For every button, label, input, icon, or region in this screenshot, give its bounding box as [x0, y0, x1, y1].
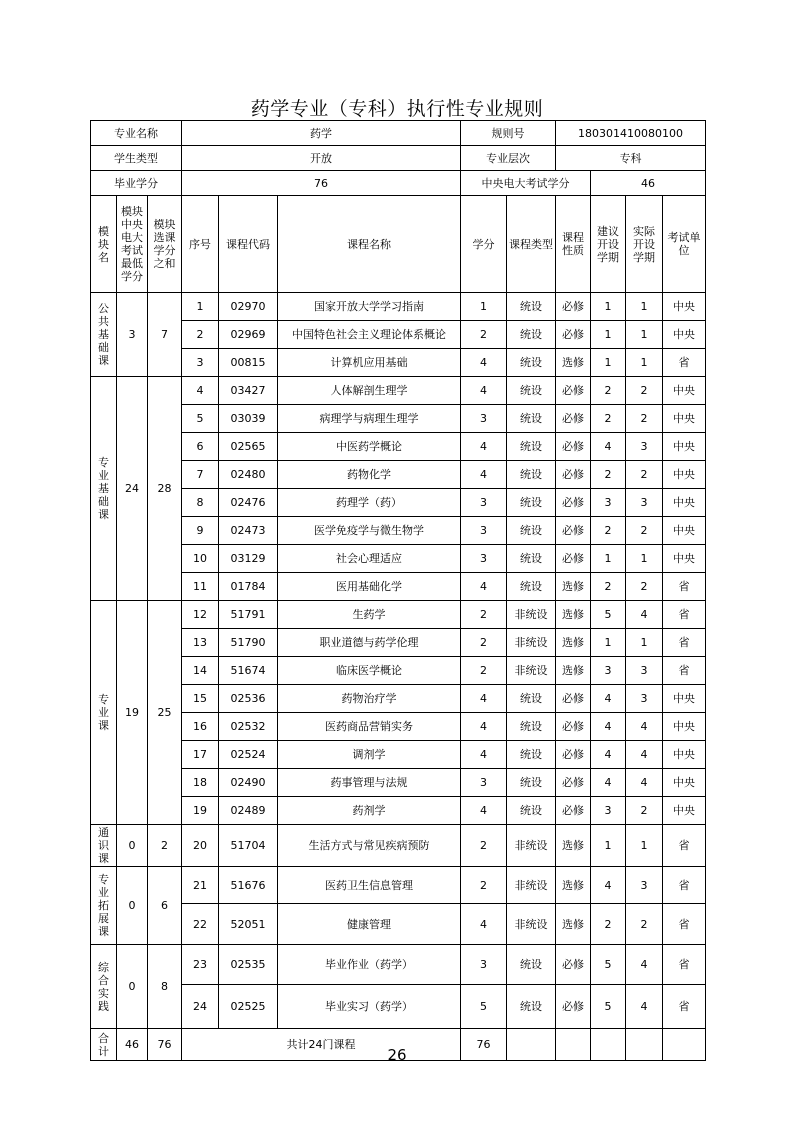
course-nature: 必修: [556, 293, 591, 321]
table-row: [91, 461, 706, 489]
student-type-value: 开放: [182, 146, 461, 171]
module-name: 专业基础课: [91, 377, 117, 601]
course-exam-unit: 中央: [663, 685, 706, 713]
grad-credits-value: 76: [182, 171, 461, 196]
course-seq: 15: [182, 685, 219, 713]
course-seq: 16: [182, 713, 219, 741]
module-min-credits: 19: [117, 601, 148, 825]
course-type: 非统设: [507, 657, 556, 685]
table-row: [91, 433, 706, 461]
info-row-credits: [91, 171, 706, 196]
module-elective-sum: 2: [148, 825, 182, 867]
course-type: 非统设: [507, 629, 556, 657]
table-row: [91, 985, 706, 1029]
course-name: 社会心理适应: [278, 545, 461, 573]
course-credit: 3: [461, 517, 507, 545]
table-row: [91, 601, 706, 629]
course-suggest-term: 1: [591, 349, 626, 377]
course-suggest-term: 3: [591, 489, 626, 517]
course-credit: 2: [461, 321, 507, 349]
course-suggest-term: 2: [591, 904, 626, 945]
course-suggest-term: 1: [591, 545, 626, 573]
table-row: [91, 825, 706, 867]
course-exam-unit: 省: [663, 573, 706, 601]
course-type: 统设: [507, 517, 556, 545]
course-nature: 选修: [556, 825, 591, 867]
course-code: 02532: [219, 713, 278, 741]
course-nature: 必修: [556, 985, 591, 1029]
table-row: [91, 867, 706, 904]
course-exam-unit: 中央: [663, 489, 706, 517]
course-credit: 5: [461, 985, 507, 1029]
table-row: [91, 797, 706, 825]
course-credit: 4: [461, 741, 507, 769]
table-row: [91, 685, 706, 713]
course-credit: 4: [461, 904, 507, 945]
course-seq: 18: [182, 769, 219, 797]
table-row: [91, 657, 706, 685]
course-credit: 4: [461, 573, 507, 601]
course-type: 统设: [507, 985, 556, 1029]
course-actual-term: 3: [626, 489, 663, 517]
table-row: [91, 517, 706, 545]
course-seq: 14: [182, 657, 219, 685]
course-exam-unit: 省: [663, 945, 706, 985]
table-row: [91, 713, 706, 741]
course-seq: 24: [182, 985, 219, 1029]
course-suggest-term: 2: [591, 405, 626, 433]
course-type: 统设: [507, 293, 556, 321]
course-name: 医药商品营销实务: [278, 713, 461, 741]
header-module: 模块名: [91, 196, 117, 293]
course-type: 统设: [507, 545, 556, 573]
course-name: 调剂学: [278, 741, 461, 769]
course-type: 统设: [507, 685, 556, 713]
course-credit: 4: [461, 377, 507, 405]
document-title: 药学专业（专科）执行性专业规则: [250, 98, 544, 120]
course-seq: 2: [182, 321, 219, 349]
course-suggest-term: 2: [591, 573, 626, 601]
table-row: [91, 377, 706, 405]
total-min: 46: [117, 1029, 148, 1061]
course-credit: 4: [461, 713, 507, 741]
course-code: 51791: [219, 601, 278, 629]
course-exam-unit: 省: [663, 629, 706, 657]
course-actual-term: 3: [626, 685, 663, 713]
course-exam-unit: 中央: [663, 377, 706, 405]
table-row: [91, 945, 706, 985]
course-exam-unit: 中央: [663, 433, 706, 461]
course-actual-term: 4: [626, 769, 663, 797]
course-nature: 必修: [556, 377, 591, 405]
course-actual-term: 1: [626, 825, 663, 867]
course-suggest-term: 4: [591, 433, 626, 461]
table-row: [91, 321, 706, 349]
course-actual-term: 1: [626, 545, 663, 573]
course-seq: 22: [182, 904, 219, 945]
course-code: 51704: [219, 825, 278, 867]
course-nature: 必修: [556, 713, 591, 741]
course-nature: 必修: [556, 769, 591, 797]
course-exam-unit: 中央: [663, 713, 706, 741]
course-exam-unit: 省: [663, 904, 706, 945]
course-suggest-term: 4: [591, 713, 626, 741]
course-nature: 必修: [556, 545, 591, 573]
course-code: 52051: [219, 904, 278, 945]
course-exam-unit: 省: [663, 349, 706, 377]
course-actual-term: 4: [626, 741, 663, 769]
course-exam-unit: 中央: [663, 405, 706, 433]
course-code: 03427: [219, 377, 278, 405]
course-credit: 3: [461, 405, 507, 433]
course-actual-term: 4: [626, 985, 663, 1029]
course-name: 国家开放大学学习指南: [278, 293, 461, 321]
course-exam-unit: 中央: [663, 797, 706, 825]
course-credit: 3: [461, 489, 507, 517]
course-code: 02524: [219, 741, 278, 769]
course-credit: 4: [461, 433, 507, 461]
course-type: 统设: [507, 405, 556, 433]
course-suggest-term: 3: [591, 797, 626, 825]
course-actual-term: 2: [626, 405, 663, 433]
course-type: 非统设: [507, 601, 556, 629]
course-nature: 选修: [556, 349, 591, 377]
course-type: 统设: [507, 461, 556, 489]
course-nature: 必修: [556, 797, 591, 825]
course-name: 计算机应用基础: [278, 349, 461, 377]
course-code: 02535: [219, 945, 278, 985]
table-row: [91, 545, 706, 573]
course-exam-unit: 省: [663, 601, 706, 629]
header-seq: 序号: [182, 196, 219, 293]
course-code: 02970: [219, 293, 278, 321]
course-seq: 19: [182, 797, 219, 825]
course-name: 毕业实习（药学）: [278, 985, 461, 1029]
module-elective-sum: 6: [148, 867, 182, 945]
course-nature: 选修: [556, 573, 591, 601]
module-name: 公共基础课: [91, 293, 117, 377]
course-credit: 2: [461, 629, 507, 657]
course-nature: 必修: [556, 461, 591, 489]
module-name: 专业拓展课: [91, 867, 117, 945]
course-suggest-term: 5: [591, 945, 626, 985]
central-exam-label: 中央电大考试学分: [461, 171, 591, 196]
course-suggest-term: 5: [591, 601, 626, 629]
course-name: 中国特色社会主义理论体系概论: [278, 321, 461, 349]
rule-no-value: 180301410080100: [556, 121, 706, 146]
course-nature: 选修: [556, 867, 591, 904]
course-exam-unit: 中央: [663, 461, 706, 489]
course-name: 药物化学: [278, 461, 461, 489]
course-code: 02476: [219, 489, 278, 517]
course-suggest-term: 4: [591, 741, 626, 769]
course-actual-term: 4: [626, 945, 663, 985]
header-suggest-term: 建议开设学期: [591, 196, 626, 293]
course-code: 51674: [219, 657, 278, 685]
level-label: 专业层次: [461, 146, 556, 171]
course-exam-unit: 省: [663, 825, 706, 867]
course-seq: 7: [182, 461, 219, 489]
course-actual-term: 2: [626, 573, 663, 601]
course-suggest-term: 2: [591, 517, 626, 545]
course-code: 02473: [219, 517, 278, 545]
major-name-value: 药学: [182, 121, 461, 146]
course-nature: 必修: [556, 321, 591, 349]
course-suggest-term: 1: [591, 629, 626, 657]
header-min-credits: 模块中央电大考试最低学分: [117, 196, 148, 293]
course-exam-unit: 省: [663, 867, 706, 904]
course-name: 中医药学概论: [278, 433, 461, 461]
course-type: 非统设: [507, 867, 556, 904]
total-label: 合计: [91, 1029, 117, 1061]
course-name: 健康管理: [278, 904, 461, 945]
info-row-student: [91, 146, 706, 171]
course-actual-term: 3: [626, 433, 663, 461]
table-row: [91, 293, 706, 321]
course-exam-unit: 中央: [663, 321, 706, 349]
table-row: [91, 741, 706, 769]
module-elective-sum: 8: [148, 945, 182, 1029]
course-code: 02490: [219, 769, 278, 797]
course-exam-unit: 省: [663, 985, 706, 1029]
course-name: 病理学与病理生理学: [278, 405, 461, 433]
course-exam-unit: 省: [663, 657, 706, 685]
course-actual-term: 2: [626, 517, 663, 545]
course-name: 医学免疫学与微生物学: [278, 517, 461, 545]
course-name: 医用基础化学: [278, 573, 461, 601]
page-number: 26: [387, 1046, 407, 1064]
course-credit: 4: [461, 461, 507, 489]
module-elective-sum: 7: [148, 293, 182, 377]
info-row-major: [91, 121, 706, 146]
course-code: 03039: [219, 405, 278, 433]
course-seq: 5: [182, 405, 219, 433]
course-seq: 3: [182, 349, 219, 377]
course-seq: 1: [182, 293, 219, 321]
header-code: 课程代码: [219, 196, 278, 293]
course-credit: 4: [461, 685, 507, 713]
course-type: 非统设: [507, 904, 556, 945]
course-actual-term: 3: [626, 657, 663, 685]
course-type: 统设: [507, 945, 556, 985]
module-elective-sum: 25: [148, 601, 182, 825]
course-code: 51676: [219, 867, 278, 904]
header-actual-term: 实际开设学期: [626, 196, 663, 293]
course-code: 02525: [219, 985, 278, 1029]
course-type: 非统设: [507, 825, 556, 867]
course-name: 生活方式与常见疾病预防: [278, 825, 461, 867]
course-actual-term: 1: [626, 349, 663, 377]
module-min-credits: 3: [117, 293, 148, 377]
course-exam-unit: 中央: [663, 741, 706, 769]
course-type: 统设: [507, 377, 556, 405]
course-seq: 10: [182, 545, 219, 573]
course-exam-unit: 中央: [663, 293, 706, 321]
table-row: [91, 573, 706, 601]
course-nature: 选修: [556, 657, 591, 685]
course-actual-term: 1: [626, 629, 663, 657]
course-seq: 17: [182, 741, 219, 769]
header-exam-unit: 考试单位: [663, 196, 706, 293]
course-type: 统设: [507, 741, 556, 769]
course-name: 药事管理与法规: [278, 769, 461, 797]
course-type: 统设: [507, 713, 556, 741]
module-name: 通识课: [91, 825, 117, 867]
course-name: 人体解剖生理学: [278, 377, 461, 405]
course-type: 统设: [507, 797, 556, 825]
course-seq: 23: [182, 945, 219, 985]
course-code: 02480: [219, 461, 278, 489]
course-actual-term: 3: [626, 867, 663, 904]
course-code: 02536: [219, 685, 278, 713]
course-seq: 8: [182, 489, 219, 517]
course-name: 药剂学: [278, 797, 461, 825]
major-name-label: 专业名称: [91, 121, 182, 146]
course-plan-table: [90, 120, 706, 1061]
course-credit: 3: [461, 945, 507, 985]
total-credit: 76: [461, 1029, 507, 1061]
course-nature: 必修: [556, 489, 591, 517]
course-suggest-term: 2: [591, 377, 626, 405]
course-suggest-term: 4: [591, 867, 626, 904]
total-text: 共计24门课程: [182, 1029, 461, 1061]
module-min-credits: 0: [117, 945, 148, 1029]
course-nature: 必修: [556, 405, 591, 433]
level-value: 专科: [556, 146, 706, 171]
header-credit: 学分: [461, 196, 507, 293]
course-seq: 9: [182, 517, 219, 545]
course-credit: 2: [461, 867, 507, 904]
course-seq: 21: [182, 867, 219, 904]
course-exam-unit: 中央: [663, 769, 706, 797]
course-code: 03129: [219, 545, 278, 573]
course-actual-term: 4: [626, 601, 663, 629]
course-name: 毕业作业（药学）: [278, 945, 461, 985]
module-elective-sum: 28: [148, 377, 182, 601]
header-nature: 课程性质: [556, 196, 591, 293]
course-nature: 必修: [556, 741, 591, 769]
header-elective-sum: 模块选课学分之和: [148, 196, 182, 293]
course-suggest-term: 1: [591, 321, 626, 349]
course-suggest-term: 1: [591, 825, 626, 867]
course-credit: 3: [461, 545, 507, 573]
table-row: [91, 349, 706, 377]
table-row: [91, 904, 706, 945]
course-credit: 2: [461, 657, 507, 685]
course-exam-unit: 中央: [663, 545, 706, 573]
course-actual-term: 1: [626, 293, 663, 321]
course-nature: 必修: [556, 517, 591, 545]
course-suggest-term: 4: [591, 769, 626, 797]
total-sum: 76: [148, 1029, 182, 1061]
course-type: 统设: [507, 349, 556, 377]
module-min-credits: 0: [117, 825, 148, 867]
course-seq: 12: [182, 601, 219, 629]
course-type: 统设: [507, 321, 556, 349]
course-nature: 必修: [556, 685, 591, 713]
course-actual-term: 2: [626, 797, 663, 825]
course-actual-term: 4: [626, 713, 663, 741]
course-seq: 11: [182, 573, 219, 601]
course-credit: 2: [461, 601, 507, 629]
course-seq: 20: [182, 825, 219, 867]
course-name: 医药卫生信息管理: [278, 867, 461, 904]
course-actual-term: 2: [626, 377, 663, 405]
table-row: [91, 489, 706, 517]
course-suggest-term: 2: [591, 461, 626, 489]
grad-credits-label: 毕业学分: [91, 171, 182, 196]
course-actual-term: 2: [626, 461, 663, 489]
course-credit: 4: [461, 349, 507, 377]
course-type: 统设: [507, 573, 556, 601]
module-name: 综合实践: [91, 945, 117, 1029]
course-exam-unit: 中央: [663, 517, 706, 545]
course-name: 生药学: [278, 601, 461, 629]
course-type: 统设: [507, 489, 556, 517]
header-course-type: 课程类型: [507, 196, 556, 293]
course-name: 药理学（药）: [278, 489, 461, 517]
course-type: 统设: [507, 769, 556, 797]
student-type-label: 学生类型: [91, 146, 182, 171]
course-nature: 必修: [556, 433, 591, 461]
course-credit: 4: [461, 797, 507, 825]
course-code: 51790: [219, 629, 278, 657]
header-name: 课程名称: [278, 196, 461, 293]
course-code: 02565: [219, 433, 278, 461]
central-exam-value: 46: [591, 171, 706, 196]
course-credit: 3: [461, 769, 507, 797]
module-name: 专业课: [91, 601, 117, 825]
course-credit: 1: [461, 293, 507, 321]
course-code: 01784: [219, 573, 278, 601]
course-suggest-term: 5: [591, 985, 626, 1029]
header-row: [91, 196, 706, 293]
course-seq: 4: [182, 377, 219, 405]
course-code: 00815: [219, 349, 278, 377]
course-seq: 13: [182, 629, 219, 657]
course-nature: 选修: [556, 629, 591, 657]
course-actual-term: 1: [626, 321, 663, 349]
course-suggest-term: 1: [591, 293, 626, 321]
table-row: [91, 769, 706, 797]
table-row: [91, 629, 706, 657]
course-nature: 选修: [556, 904, 591, 945]
course-name: 药物治疗学: [278, 685, 461, 713]
course-seq: 6: [182, 433, 219, 461]
course-actual-term: 2: [626, 904, 663, 945]
course-credit: 2: [461, 825, 507, 867]
table-row: [91, 405, 706, 433]
rule-no-label: 规则号: [461, 121, 556, 146]
course-nature: 选修: [556, 601, 591, 629]
module-min-credits: 24: [117, 377, 148, 601]
course-suggest-term: 3: [591, 657, 626, 685]
course-code: 02969: [219, 321, 278, 349]
course-code: 02489: [219, 797, 278, 825]
course-name: 临床医学概论: [278, 657, 461, 685]
course-name: 职业道德与药学伦理: [278, 629, 461, 657]
course-type: 统设: [507, 433, 556, 461]
module-min-credits: 0: [117, 867, 148, 945]
course-suggest-term: 4: [591, 685, 626, 713]
course-nature: 必修: [556, 945, 591, 985]
